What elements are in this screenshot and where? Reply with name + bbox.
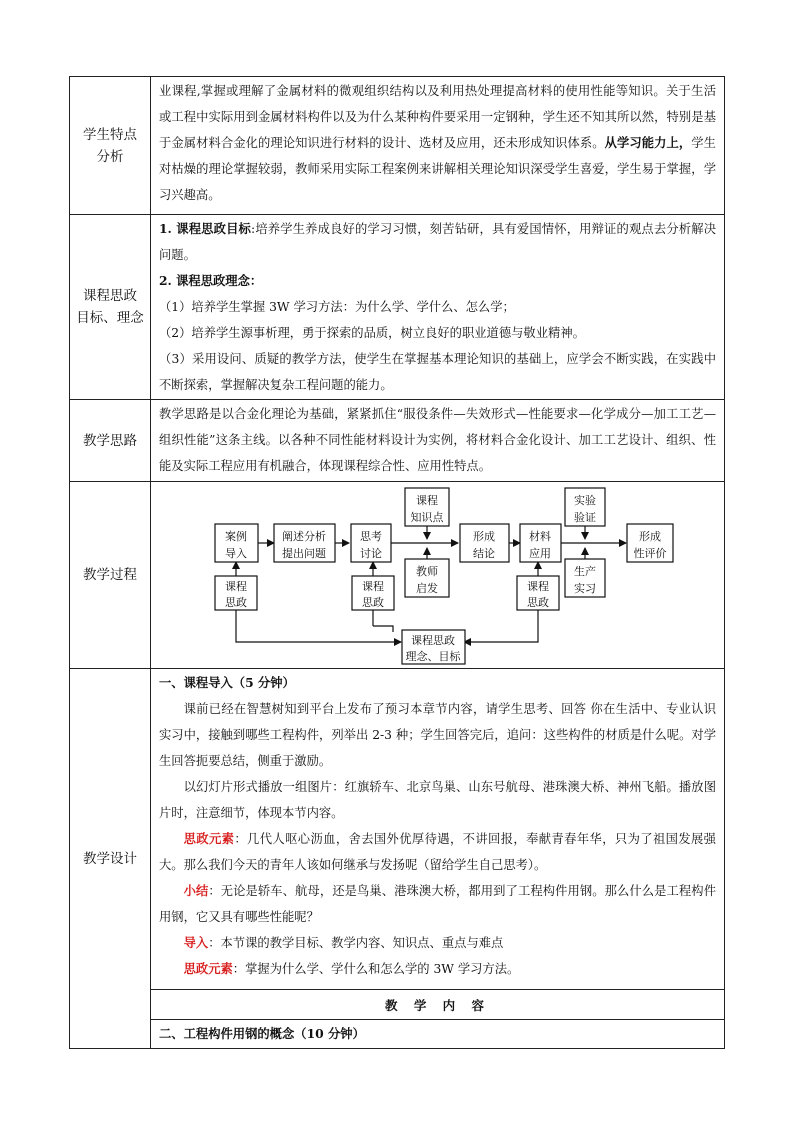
- box-text: 形成: [473, 530, 495, 543]
- label-line: 教学思路: [83, 432, 137, 449]
- row-ideology-goals: [70, 215, 725, 400]
- box-text: 提出问题: [282, 547, 326, 560]
- row-teaching-process: [70, 482, 725, 669]
- label-line: 教学设计: [83, 850, 137, 867]
- box-text: 应用: [529, 547, 551, 560]
- ideology-element-label: 思政元素: [183, 831, 235, 846]
- ideology-goal-text: :培养学生养成良好的学习习惯，刻苦钻研，具有爱国情怀，用辩证的观点去分析解决问题。: [159, 222, 716, 262]
- box-text: 课程思政: [411, 634, 455, 647]
- label-ideology: [70, 215, 151, 400]
- design-paragraph: 以幻灯片形式播放一组图片：红旗轿车、北京鸟巢、山东号航母、港珠澳大桥、神州飞船。播放图片时，注意细节，体现本节内容。: [159, 780, 716, 820]
- student-text-b: 学生对枯燥的理论掌握较弱，教师采用实际工程案例来讲解相关理论知识深受学生喜爱，学生易于掌握，学习兴趣高。: [159, 136, 716, 202]
- box-text: 课程: [362, 580, 384, 593]
- paragraph-text: ：本节课的教学目标、教学内容、知识点、重点与难点: [208, 936, 504, 950]
- student-analysis-text: [159, 78, 716, 208]
- design-paragraph: 课前已经在智慧树知到平台上发布了预习本章节内容，请学生思考、回答 你在生活中、专业认识实习中，接触到哪些工程构件，列举出 2-3 种；学生回答完后，追问：这些构件的材质是什么呢。对学生回答扼要总结，侧重于激励。: [159, 702, 716, 768]
- design-paragraph: [159, 956, 716, 982]
- process-flowchart-cell: [151, 482, 725, 669]
- box-text: 思政: [225, 596, 247, 609]
- box-text: 验证: [574, 511, 596, 524]
- ideology-goal: [159, 216, 716, 268]
- row-content-header: [70, 990, 725, 1020]
- row-section-two: [70, 1020, 725, 1049]
- connector: [373, 626, 393, 632]
- box-text: 结论: [473, 547, 495, 560]
- box-text: 实习: [574, 582, 596, 595]
- box-text: 导入: [225, 547, 247, 560]
- box-text: 思政: [362, 596, 384, 609]
- ideology-item: （1）培养学生掌握 3W 学习方法：为什么学、学什么、怎么学；: [159, 300, 515, 314]
- design-paragraph: [159, 826, 716, 878]
- box-text: 生产: [574, 565, 596, 578]
- paragraph-text: ：几代人呕心沥血，舍去国外优厚待遇，不讲回报，奉献青春年华，只为了祖国发展强大。那么我们今天的青年人该如何继承与发扬呢（留给学生自己思考）。: [159, 832, 716, 872]
- intro-label: 导入: [183, 935, 209, 950]
- arrow: [464, 610, 538, 642]
- section-title: 二、工程构件用钢的概念（10 分钟）: [159, 1026, 365, 1041]
- box-text: 讨论: [360, 547, 382, 560]
- box-text: 思政: [527, 596, 549, 609]
- student-analysis-content: [151, 77, 725, 215]
- summary-label: 小结: [183, 883, 209, 898]
- ideology-goal-heading: 1. 课程思政目标: [159, 221, 252, 236]
- ideology-element-label: 思政元素: [183, 961, 233, 976]
- label-thinking: [70, 400, 151, 482]
- student-text-bold: 从学习能力上，: [604, 135, 692, 150]
- paragraph-text: ：无论是轿车、航母，还是鸟巢、港珠澳大桥，都用到了工程构件用钢。那么什么是工程构件用钢，它又具有哪些性能呢？: [159, 884, 716, 924]
- box-text: 阐述分析: [282, 530, 326, 543]
- ideology-content: [151, 215, 725, 400]
- section-two-cell: [151, 1020, 725, 1049]
- label-design: [70, 669, 151, 1049]
- row-student-analysis: [70, 77, 725, 215]
- label-line: 学生特点: [83, 126, 137, 143]
- ideology-concept-heading: 2. 课程思政理念：: [159, 273, 263, 288]
- design-paragraph: [159, 930, 716, 956]
- label-line: 分析: [96, 148, 124, 165]
- section-title: 一、课程导入（5 分钟）: [159, 675, 295, 690]
- row-teaching-design: [70, 669, 725, 990]
- label-process: [70, 482, 151, 669]
- process-flowchart: [151, 482, 725, 668]
- box-text: 课程: [416, 494, 438, 507]
- ideology-item: （2）培养学生源事析理，勇于探索的品质，树立良好的职业道德与敬业精神。: [159, 326, 585, 340]
- box-text: 案例: [225, 530, 247, 543]
- paragraph-text: ：掌握为什么学、学什么和怎么学的 3W 学习方法。: [232, 962, 520, 976]
- box-text: 教师: [416, 565, 438, 578]
- lesson-plan-table: [69, 76, 725, 1049]
- thinking-content: [151, 400, 725, 482]
- box-text: 启发: [416, 582, 438, 595]
- label-line: 教学过程: [83, 567, 137, 583]
- box-text: 材料: [529, 530, 551, 543]
- box-text: 理念、目标: [405, 650, 461, 663]
- label-student-analysis: [70, 77, 151, 215]
- thinking-text: 教学思路是以合金化理论为基础，紧紧抓住“服役条件—失效形式—性能要求—化学成分—加工工艺—组织性能”这条主线。以各种不同性能材料设计为实例，将材料合金化设计、加工工艺设计、组织、性能及实际工程应用有机融合，体现课程综合性、应用性特点。: [159, 407, 716, 473]
- box-text: 课程: [225, 580, 247, 593]
- box-text: 实验: [574, 494, 596, 507]
- ideology-item: （3）采用设问、质疑的教学方法，使学生在掌握基本理论知识的基础上，应学会不断实践，在实践中不断探索，掌握解决复杂工程问题的能力。: [159, 352, 716, 392]
- box-text: 知识点: [410, 511, 444, 524]
- box-text: 思考: [360, 530, 382, 543]
- label-line: 目标、理念: [76, 310, 144, 326]
- box-text: 课程: [527, 580, 549, 593]
- box-text: 性评价: [633, 547, 667, 560]
- student-text-a: 业课程,掌握或理解了金属材料的微观组织结构以及利用热处理提高材料的使用性能等知识。关于生活或工程中实际用到金属材料构件以及为什么某种构件要采用一定钢种，学生还不知其所以然，特别是基于金属材料合金化的理论知识进行材料的设计、选材及应用，还未形成知识体系。: [159, 84, 716, 150]
- design-content: [151, 669, 725, 990]
- design-paragraph: [159, 878, 716, 930]
- content-header: 教 学 内 容: [151, 990, 725, 1020]
- box-text: 形成: [639, 530, 661, 543]
- label-line: 课程思政: [83, 288, 137, 304]
- row-teaching-thinking: [70, 400, 725, 482]
